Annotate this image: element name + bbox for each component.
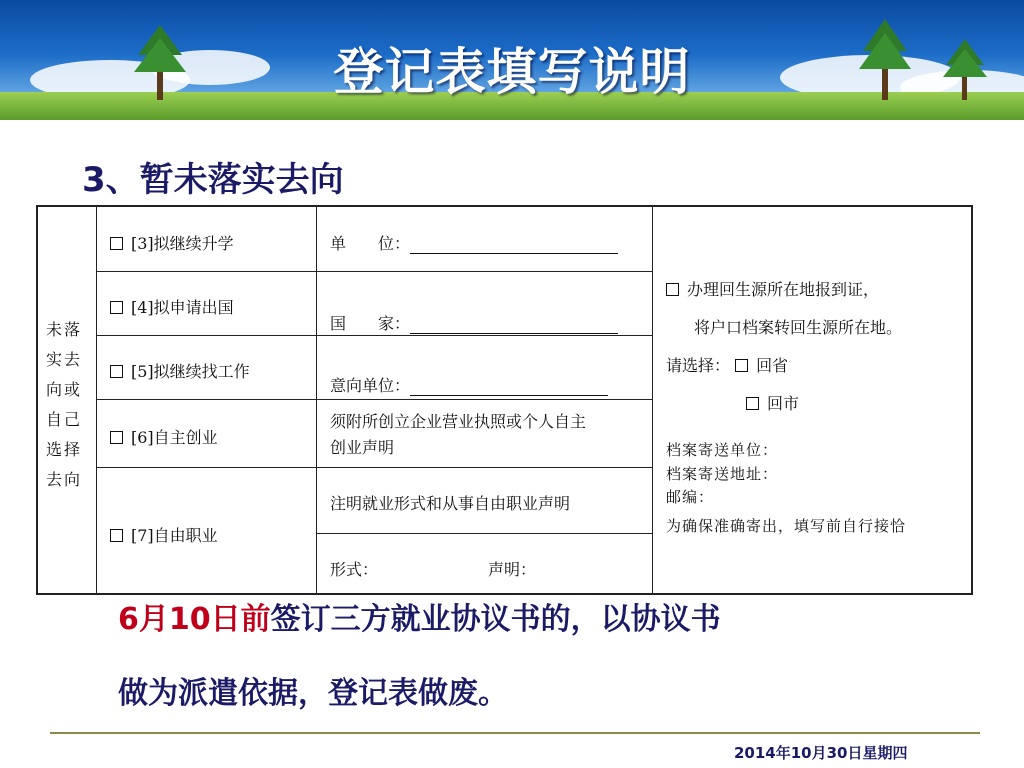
return-origin-option[interactable] (666, 277, 879, 300)
deadline-highlight: 6月10日前 (118, 602, 271, 637)
startup-note-line: 须附所创立企业营业执照或个人自主 (330, 412, 587, 431)
intent-unit-field[interactable] (330, 373, 608, 396)
note-line-1 (118, 594, 721, 638)
unit-input-line[interactable] (410, 237, 618, 254)
archive-address-label: 档案寄送地址： (666, 465, 779, 483)
checkbox-icon[interactable] (110, 237, 123, 250)
choose-row (666, 353, 788, 376)
city-option[interactable]: 回市 (767, 394, 800, 413)
country-input-line[interactable] (410, 317, 618, 334)
header-banner (0, 0, 1024, 120)
option-job-hunting[interactable] (110, 359, 250, 382)
note-text: 签订三方就业协议书的，以协议书 (270, 602, 721, 637)
checkbox-icon[interactable] (666, 283, 679, 296)
option-label: [3]拟继续升学 (131, 234, 234, 253)
section-title: 3、暂未落实去向 (82, 160, 344, 200)
option-study-abroad[interactable] (110, 295, 234, 318)
option-self-employment[interactable] (110, 425, 218, 448)
table-divider (316, 207, 317, 593)
unit-field[interactable] (330, 231, 618, 254)
table-divider (652, 207, 653, 593)
table-divider (96, 467, 652, 468)
option-label: [6]自主创业 (131, 428, 218, 447)
intent-unit-label: 意向单位： (330, 376, 411, 395)
page-title: 登记表填写说明 (333, 43, 691, 101)
registration-form-table (36, 205, 973, 595)
statement-field[interactable]: 声明： (488, 560, 537, 579)
province-option[interactable]: 回省 (756, 356, 789, 375)
note-line-2: 做为派遣依据，登记表做废。 (118, 676, 508, 711)
archive-unit-label: 档案寄送单位： (666, 441, 779, 459)
freelance-note: 注明就业形式和从事自由职业声明 (330, 494, 571, 513)
checkbox-icon[interactable] (110, 365, 123, 378)
footer-divider (50, 732, 980, 734)
checkbox-icon[interactable] (110, 529, 123, 542)
postcode-label: 邮编： (666, 488, 715, 506)
checkbox-icon[interactable] (110, 301, 123, 314)
checkbox-icon[interactable] (110, 431, 123, 444)
table-divider (96, 207, 97, 593)
country-field[interactable] (330, 311, 618, 334)
table-divider (96, 335, 652, 336)
option-label: [7]自由职业 (131, 526, 218, 545)
option-label: [5]拟继续找工作 (131, 362, 250, 381)
table-divider (96, 399, 652, 400)
table-divider (96, 271, 652, 272)
archive-note: 为确保准确寄出，填写前自行接恰 (666, 517, 907, 535)
table-divider (316, 533, 652, 534)
form-field[interactable]: 形式： (330, 560, 379, 579)
country-label: 国 家： (330, 314, 411, 333)
unit-label: 单 位： (330, 234, 411, 253)
intent-unit-input-line[interactable] (410, 379, 608, 396)
option-freelance[interactable] (110, 523, 218, 546)
checkbox-icon[interactable] (735, 359, 748, 372)
checkbox-icon[interactable] (746, 397, 759, 410)
return-line: 办理回生源所在地报到证， (687, 280, 880, 299)
startup-note-line: 创业声明 (330, 438, 395, 457)
footer-date: 2014年10月30日星期四 (734, 744, 908, 762)
option-further-study[interactable] (110, 231, 234, 254)
category-label: 未落实去向或自己选择去向 (46, 320, 83, 489)
choose-label: 请选择： (666, 356, 731, 375)
startup-note (330, 409, 586, 461)
option-label: [4]拟申请出国 (131, 298, 234, 317)
return-line-2: 将户口档案转回生源所在地。 (694, 318, 903, 337)
city-option-row[interactable] (746, 391, 799, 414)
